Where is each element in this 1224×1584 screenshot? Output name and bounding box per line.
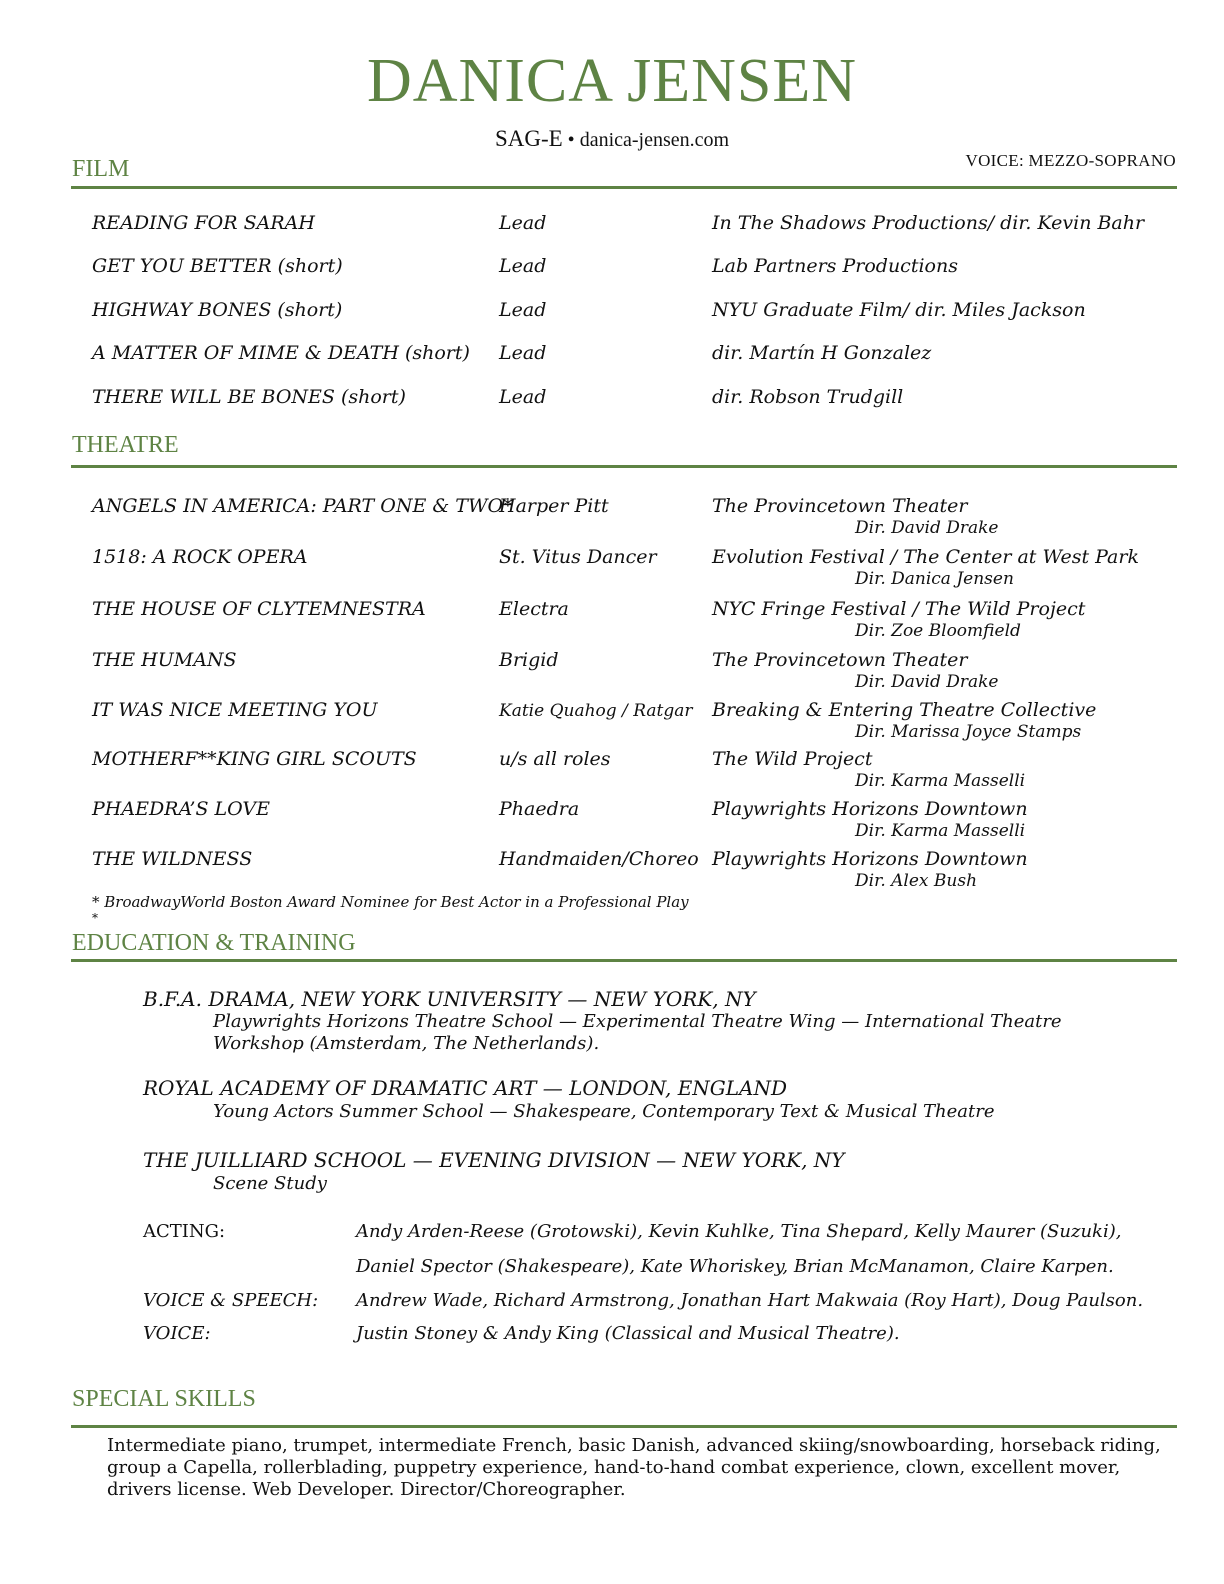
voice-label: VOICE: [143, 1323, 211, 1344]
voice-teachers: Justin Stoney & Andy King (Classical and Musical Theatre). [356, 1323, 900, 1344]
credit-company: Lab Partners Productions [712, 255, 958, 277]
credit-title: 1518: A ROCK OPERA [92, 546, 308, 568]
resume-name: DANICA JENSEN [366, 47, 858, 115]
credit-title: MOTHERF**KING GIRL SCOUTS [92, 748, 417, 770]
credit-title: HIGHWAY BONES (short) [92, 299, 343, 321]
credit-director: Dir. David Drake [855, 672, 999, 692]
union-status: SAG-E [494, 126, 563, 151]
voice-type: VOICE: MEZZO-SOPRANO [965, 151, 1176, 170]
school-name: B.F.A. DRAMA, NEW YORK UNIVERSITY — NEW YORK, NY [143, 987, 756, 1011]
credit-role: Lead [499, 342, 547, 364]
credit-director: Dir. Danica Jensen [855, 569, 1014, 589]
credit-role: Lead [499, 386, 547, 408]
separator-bullet: • [567, 129, 575, 151]
school-program: Scene Study [213, 1173, 327, 1194]
acting-label: ACTING: [143, 1221, 226, 1242]
credit-company: In The Shadows Productions/ dir. Kevin Bahr [712, 212, 1145, 234]
website-link[interactable]: danica-jensen.com [579, 129, 730, 151]
credit-role: Lead [499, 255, 547, 277]
credit-company: The Wild Project [712, 748, 873, 770]
footnote-asterisk: * [92, 911, 98, 925]
credit-title: ANGELS IN AMERICA: PART ONE & TWO* [92, 495, 513, 517]
credit-role: Handmaiden/Choreo [499, 848, 699, 870]
theatre-footnote: * BroadwayWorld Boston Award Nominee for Best Actor in a Professional Play [92, 893, 689, 911]
school-name: THE JUILLIARD SCHOOL — EVENING DIVISION — NEW YORK, NY [143, 1148, 845, 1172]
credit-company: The Provincetown Theater [712, 649, 968, 671]
credit-title: THE HUMANS [92, 649, 237, 671]
credit-company: dir. Martín H Gonzalez [712, 342, 932, 364]
credit-role: Harper Pitt [499, 495, 609, 517]
credit-title: THE WILDNESS [92, 848, 253, 870]
acting-teachers: Andy Arden-Reese (Grotowski), Kevin Kuhlke, Tina Shepard, Kelly Maurer (Suzuki), [356, 1221, 1122, 1242]
credit-title: THE HOUSE OF CLYTEMNESTRA [92, 598, 426, 620]
credit-director: Dir. Karma Masselli [855, 821, 1026, 841]
credit-title: THERE WILL BE BONES (short) [92, 386, 406, 408]
credit-role: Katie Quahog / Ratgar [499, 701, 693, 721]
contact-line [0, 126, 1224, 152]
film-heading: FILM [72, 156, 130, 182]
credit-director: Dir. David Drake [855, 518, 999, 538]
credit-role: Phaedra [499, 798, 580, 820]
theatre-divider [71, 465, 1177, 468]
credit-role: u/s all roles [499, 748, 611, 770]
credit-company: Playwrights Horizons Downtown [712, 798, 1028, 820]
credit-role: Lead [499, 212, 547, 234]
skills-text: Intermediate piano, trumpet, intermediate French, basic Danish, advanced skiing/snowboarding, horseback riding, group a Capella, rollerblading, puppetry experience, hand-to-hand combat experience, clown, excellent mover, drivers license. Web Developer. Director/Choreographer. [107, 1435, 1161, 1500]
credit-company: NYC Fringe Festival / The Wild Project [712, 598, 1086, 620]
education-divider [71, 959, 1177, 962]
school-program: Young Actors Summer School — Shakespeare, Contemporary Text & Musical Theatre [213, 1101, 995, 1122]
credit-company: Breaking & Entering Theatre Collective [712, 699, 1097, 721]
skills-divider [71, 1425, 1177, 1428]
credit-company: NYU Graduate Film/ dir. Miles Jackson [712, 299, 1086, 321]
school-program: Playwrights Horizons Theatre School — Experimental Theatre Wing — International Theatre Workshop (Amsterdam, The Netherlands). [213, 1011, 1062, 1054]
credit-role: St. Vitus Dancer [499, 546, 657, 568]
credit-role: Lead [499, 299, 547, 321]
credit-role: Brigid [499, 649, 559, 671]
credit-title: A MATTER OF MIME & DEATH (short) [92, 342, 470, 364]
voice-speech-label: VOICE & SPEECH: [143, 1290, 319, 1311]
education-heading: EDUCATION & TRAINING [72, 930, 356, 956]
credit-company: dir. Robson Trudgill [712, 386, 904, 408]
credit-director: Dir. Alex Bush [855, 871, 978, 891]
credit-company: Playwrights Horizons Downtown [712, 848, 1028, 870]
credit-company: Evolution Festival / The Center at West Park [712, 546, 1139, 568]
credit-role: Electra [499, 598, 569, 620]
credit-director: Dir. Karma Masselli [855, 771, 1026, 791]
credit-title: GET YOU BETTER (short) [92, 255, 343, 277]
credit-company: The Provincetown Theater [712, 495, 968, 517]
theatre-heading: THEATRE [72, 432, 179, 458]
acting-teachers-continued: Daniel Spector (Shakespeare), Kate Whoriskey, Brian McManamon, Claire Karpen. [356, 1256, 1114, 1277]
credit-title: IT WAS NICE MEETING YOU [92, 699, 378, 721]
voice-speech-teachers: Andrew Wade, Richard Armstrong, Jonathan Hart Makwaia (Roy Hart), Doug Paulson. [356, 1290, 1144, 1311]
school-name: ROYAL ACADEMY OF DRAMATIC ART — LONDON, ENGLAND [143, 1076, 788, 1100]
skills-heading: SPECIAL SKILLS [72, 1386, 256, 1412]
film-divider [71, 186, 1177, 189]
credit-title: PHAEDRA’S LOVE [92, 798, 270, 820]
credit-director: Dir. Marissa Joyce Stamps [855, 722, 1082, 742]
credit-director: Dir. Zoe Bloomfield [855, 621, 1021, 641]
credit-title: READING FOR SARAH [92, 212, 315, 234]
